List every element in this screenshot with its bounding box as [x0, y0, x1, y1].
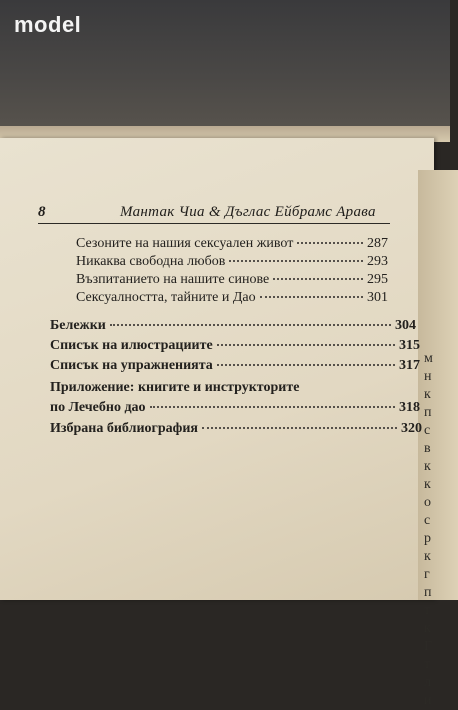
header-title: Мантак Чиа & Дъглас Ейбрамс Арава	[120, 204, 376, 220]
toc-entry-text: Сексуалността, тайните и Дао	[76, 290, 256, 305]
adjacent-letter: с	[424, 423, 431, 438]
adjacent-letter: м	[424, 351, 433, 366]
adjacent-letter: т	[424, 657, 431, 672]
adjacent-letter: п	[424, 405, 432, 420]
toc-entry	[50, 338, 420, 356]
leader-dots	[150, 406, 395, 408]
adjacent-letter: о	[424, 495, 431, 510]
toc-entry-text: Сезоните на нашия сексуален живот	[76, 236, 294, 251]
adjacent-letter: л	[424, 675, 431, 690]
adjacent-letter: г	[424, 567, 430, 582]
toc-entry-page: 320	[401, 421, 422, 436]
toc-entry-page: 287	[367, 236, 388, 251]
adjacent-letter: п	[424, 585, 432, 600]
leader-dots	[202, 427, 397, 429]
toc-entry-page: 301	[367, 290, 388, 305]
toc-entry	[76, 236, 388, 254]
leader-dots	[273, 278, 363, 280]
toc-entry	[50, 421, 422, 439]
adjacent-letter: Г	[424, 639, 433, 654]
toc-entry-text: Възпитанието на нашите синове	[76, 272, 270, 287]
toc-entry-text: Приложение: книгите и инструкторите	[50, 380, 300, 395]
toc-entry-page: 315	[399, 338, 420, 353]
toc-entry-text: Избрана библиография	[50, 421, 198, 436]
toc-entry	[50, 400, 420, 418]
toc-entry-page: 295	[367, 272, 388, 287]
toc-entry-page: 304	[395, 318, 416, 333]
leader-dots	[229, 260, 363, 262]
adjacent-letter: к	[424, 621, 431, 636]
leader-dots	[217, 344, 395, 346]
toc-entry-text: Никаква свободна любов	[76, 254, 226, 269]
adjacent-letter: к	[424, 549, 431, 564]
toc-entry-page: 318	[399, 400, 420, 415]
toc-entry-text: Списък на илюстрациите	[50, 338, 213, 353]
adjacent-letter: к	[424, 387, 431, 402]
adjacent-letter: р	[424, 531, 431, 546]
toc-entry	[50, 358, 420, 376]
toc-entry-page: 317	[399, 358, 420, 373]
page-number: 8	[38, 204, 46, 220]
adjacent-letter: к	[424, 477, 431, 492]
adjacent-letter: в	[424, 441, 431, 456]
adjacent-letter: и	[424, 693, 432, 708]
adjacent-letter: с	[424, 513, 431, 528]
leader-dots	[260, 296, 363, 298]
toc-entry-page: 293	[367, 254, 388, 269]
toc-entry	[76, 254, 388, 272]
toc-entry-text: Списък на упражненията	[50, 358, 213, 373]
toc-entry	[50, 380, 420, 398]
watermark-logo: model	[14, 12, 82, 37]
toc-entry	[76, 290, 388, 308]
toc-entry	[50, 318, 416, 336]
adjacent-letter: н	[424, 369, 432, 384]
toc-entry	[76, 272, 388, 290]
adjacent-letter: т	[424, 603, 431, 618]
leader-dots	[110, 324, 391, 326]
toc-entry-text: Бележки	[50, 318, 106, 333]
leader-dots	[217, 364, 395, 366]
toc-entry-text: по Лечебно дао	[50, 400, 146, 415]
adjacent-letter: к	[424, 459, 431, 474]
leader-dots	[297, 242, 363, 244]
